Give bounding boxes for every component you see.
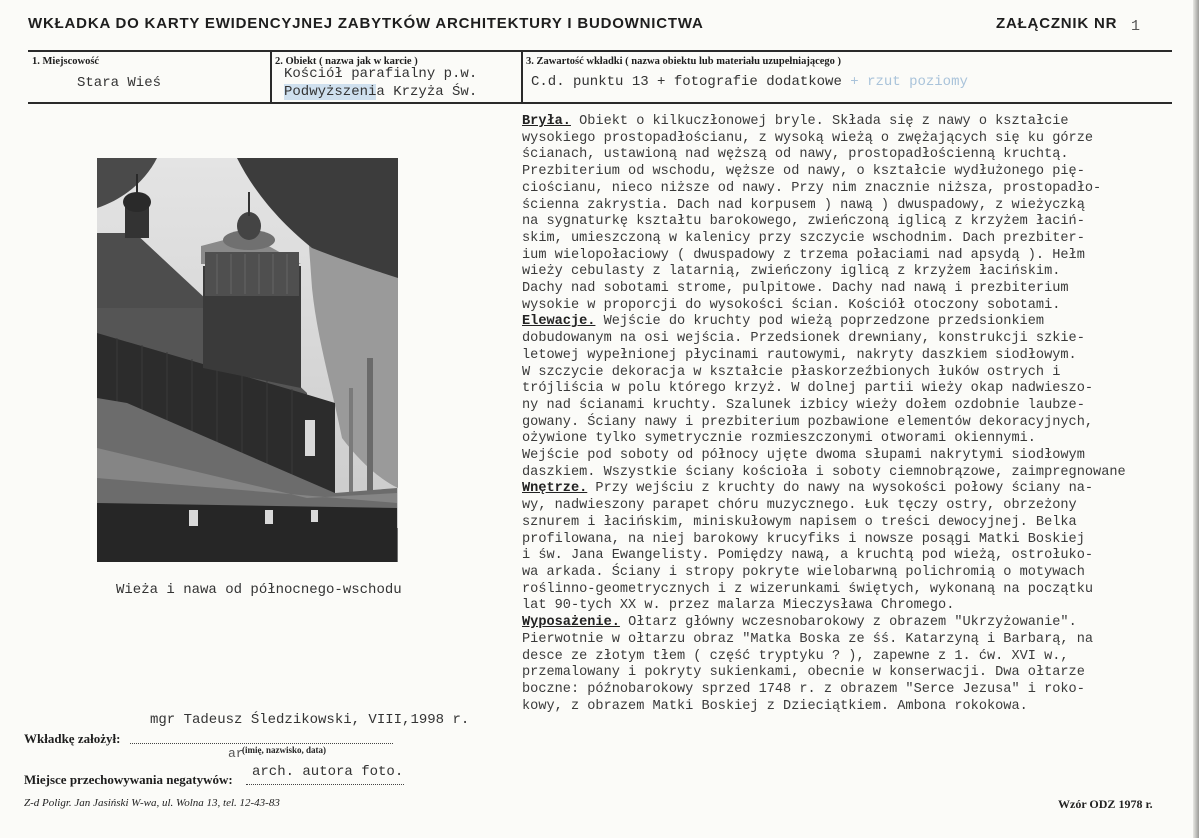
description-segment: skim, umieszczoną w kalenicy przy szczycie wschodnim. Dach prezbiter- [522,230,1085,246]
description-segment: desce ze złotym tłem ( część tryptyku ? ), zapewne z 1. ćw. XVI w., [522,648,1069,664]
description-line [522,682,1142,699]
description-line [522,131,1142,148]
field-2-label: 2. Obiekt ( nazwa jak w karcie ) [275,56,418,67]
description-line [522,582,1142,599]
description-segment: wa arkada. Ściany i stropy pokryte wielobarwną polichromią o motywach [522,564,1085,580]
description-segment: przemalowany i pokryty sukienkami, obecnie w konserwacji. Dwa ołtarze [522,665,1085,681]
description-segment: Dachy nad sobotami strome, pulpitowe. Dachy nad nawą i prezbiterium [522,281,1069,297]
field-divider-1 [270,50,272,104]
section-heading: Bryła. [522,114,571,129]
description-segment: ożywione tylko symetrycznie rozmieszczonymi otworami okiennymi. [522,431,1036,447]
description-line [522,665,1142,682]
description-line [522,181,1142,198]
description-segment: na sygnaturkę kształtu barokowego, zwieńczoną iglicą z krzyżem łaciń- [522,214,1085,230]
locality-value: Stara Wieś [77,75,162,91]
description-line [522,565,1142,582]
description-segment: profilowana, na niej barokowy krucyfiks i nowsze posągi Matki Boskiej [522,531,1085,547]
negatives-label: Miejsce przechowywania negatywów: [24,772,233,787]
description-line [522,415,1142,432]
description-line [522,231,1142,248]
description-segment: lat 90-tych XX w. przez malarza Mieczysława Chromego. [522,598,955,614]
field-1-label: 1. Miejscowość [32,56,100,67]
description-line [522,365,1142,382]
description-segment: ium wielopołaciowy ( dwuspadowy z trzema połaciami nad apsydą ). Hełm [522,247,1085,263]
object-value-line-2 [284,84,477,100]
description-line [522,198,1142,215]
description-segment: Prezbiterium od wschodu, węższe od nawy, o kształcie wydłużonego pię- [522,164,1085,180]
description-segment: Obiekt o kilkuczłonowej bryle. Składa się z nawy o kształcie [570,114,1069,129]
content-value-main: C.d. punktu 13 + fotografie dodatkowe [531,74,842,90]
description-line [522,214,1142,231]
field-3-label: 3. Zawartość wkładki ( nazwa obiektu lub materiału uzupełniającego ) [526,56,842,67]
church-photo [97,158,398,562]
description-segment: dobudowanym na osi wejścia. Przedsionek drewniany, konstrukcji szkie- [522,331,1085,347]
description-segment: sznurem i łacińskim, miniskułowym napisem o treści dewocyjnej. Belka [522,514,1077,530]
section-heading: Elewacje. [522,314,596,330]
author-value: mgr Tadeusz Śledzikowski, VIII,1998 r. [150,712,470,728]
description-line [522,264,1142,281]
description-segment: daszkiem. Wszystkie ściany kościoła i soboty ciemnobrązowe, zaimpregnowane [522,464,1126,480]
description-line [522,649,1142,666]
field-bottom-rule [28,102,1172,104]
photo-caption: Wieża i nawa od północnego-wschodu [116,582,402,598]
description-text [522,114,1142,715]
description-segment: Wejście pod soboty od północy ujęte dwoma słupami nakrytymi siodłowym [522,448,1085,464]
description-line [522,114,1142,131]
author-dotted-line [130,743,393,744]
description-segment: Przy wejściu z kruchty do nawy na wysokości połowy ściany na- [587,481,1094,497]
field-divider-2 [521,50,523,104]
description-segment: ny nad ścianami kruchty. Szalunek izbicy wieży dołem ozdobnie laubze- [522,397,1085,413]
description-line [522,331,1142,348]
description-line [522,281,1142,298]
description-line [522,515,1142,532]
description-line [522,548,1142,565]
object-value-rest: a Krzyża Św. [376,84,478,100]
description-segment: wysokiego prostopadłościanu, z wysoką wieżą o zwężających się ku górze [522,130,1094,146]
description-line [522,348,1142,365]
author-label: Wkładkę założył: [24,731,121,746]
content-value [531,74,968,90]
description-line [522,699,1142,716]
author-caption-prefix: ar [228,746,244,761]
author-caption: (imię, nazwisko, data) [242,745,326,755]
description-line [522,147,1142,164]
top-rule [28,50,1172,52]
description-segment: roślinno-geometrycznych i z wizerunkami świętych, wykonaną na początku [522,581,1094,597]
description-line [522,298,1142,315]
description-line [522,498,1142,515]
negatives-dotted-line [246,784,404,785]
annex-number: 1 [1131,18,1141,35]
object-highlight: Podwyższeni [284,84,377,100]
description-line [522,481,1142,498]
content-value-faint: + rzut poziomy [850,74,968,90]
description-segment: wysokie w proporcji do wysokości ścian. Kościół otoczony sobotami. [522,297,1061,313]
negatives-value: arch. autora foto. [252,764,404,780]
description-line [522,615,1142,632]
description-line [522,465,1142,482]
description-segment: W szczycie dekoracja w kształcie płaskorzeźbionych łuków ostrych i [522,364,1061,380]
description-segment: letowej wypełnionej płycinami rautowymi, nakryty daszkiem siodłowym. [522,347,1077,363]
page-edge-shadow [1193,0,1199,838]
description-segment: wieży cebulasty z latarnią, zwieńczony iglicą z krzyżem łacińskim. [522,264,1061,280]
annex-label: ZAŁĄCZNIK NR [996,15,1118,32]
description-line [522,532,1142,549]
description-segment: Wejście do kruchty pod wieżą poprzedzone przedsionkiem [595,314,1045,330]
description-segment: ścienna zakrystia. Dach nad korpusem ) nawą ) dwuspadowy, z wieżyczką [522,197,1085,213]
description-segment: ścianach, ustawioną nad węższą od nawy, prostopadłościenną kruchtą. [522,147,1069,163]
description-line [522,381,1142,398]
description-segment: wy, nadwieszony parapet chóru muzycznego. Łuk tęczy ostry, obrzeżony [522,498,1077,514]
description-segment: boczne: późnobarokowy sprzed 1748 r. z obrazem "Serce Jezusa" i roko- [522,681,1085,697]
description-segment: ciościanu, nieco niższe od nawy. Przy nim znacznie niższa, prostopadło- [522,180,1102,196]
description-segment: trójliścia w polu którego krzyż. W dolnej partii wieży okap nadwieszo- [522,381,1094,397]
description-line [522,431,1142,448]
form-title: WKŁADKA DO KARTY EWIDENCYJNEJ ZABYTKÓW ARCHITEKTURY I BUDOWNICTWA [28,15,704,32]
description-line [522,598,1142,615]
description-segment: kowy, z obrazem Matki Boskiej z Dzieciątkiem. Ambona rokokowa. [522,698,1028,714]
description-segment: Pierwotnie w ołtarzu obraz "Matka Boska ze śś. Katarzyną i Barbarą, na [522,631,1094,647]
printer-footer: Z-d Poligr. Jan Jasiński W-wa, ul. Wolna 13, tel. 12-43-83 [24,797,280,809]
description-segment: i św. Jana Ewangelisty. Pomiędzy nawą, a kruchtą pod wieżą, ostrołuko- [522,548,1094,564]
object-value-line-1: Kościół parafialny p.w. [284,66,478,82]
section-heading: Wyposażenie. [522,615,620,631]
description-line [522,448,1142,465]
section-heading: Wnętrze. [522,481,588,497]
description-line [522,164,1142,181]
description-segment: Ołtarz główny wczesnobarokowy z obrazem "Ukrzyżowanie". [619,615,1077,631]
description-line [522,314,1142,331]
description-line [522,398,1142,415]
description-line [522,248,1142,265]
form-model: Wzór ODZ 1978 r. [1058,797,1153,811]
description-segment: gowany. Ściany nawy i prezbiterium pozbawione elementów dekoracyjnych, [522,414,1094,430]
description-line [522,632,1142,649]
church-photo-image [97,158,398,562]
